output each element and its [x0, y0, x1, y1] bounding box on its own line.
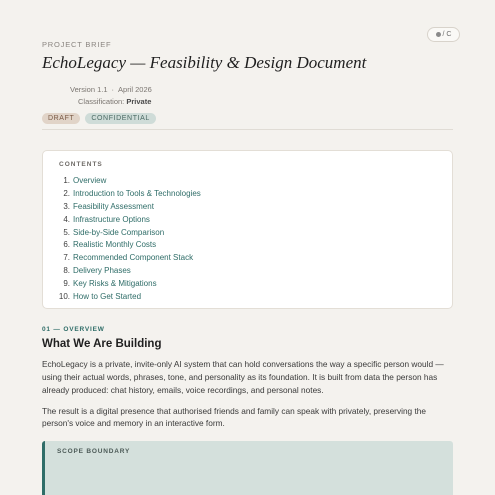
table-of-contents: [42, 150, 453, 309]
toc-item-get-started[interactable]: [57, 291, 201, 304]
section-title: What We Are Building: [42, 338, 162, 350]
toc-item-comparison[interactable]: [57, 227, 201, 240]
toc-item-overview[interactable]: [57, 175, 201, 188]
toc-number: 9.: [63, 279, 70, 289]
overview-section: [42, 326, 453, 439]
overview-paragraph-2: The result is a digital presence that authorised friends and family can speak with privately, preserving the person's voice and memory in an interactive form.: [42, 405, 427, 429]
toc-link[interactable]: Side-by-Side Comparison: [73, 227, 165, 237]
toc-item-stack[interactable]: [57, 252, 201, 265]
toc-number: 7.: [63, 253, 70, 263]
document-header: [42, 40, 453, 124]
toc-link[interactable]: Key Risks & Mitigations: [73, 279, 157, 289]
toc-link[interactable]: Infrastructure Options: [73, 214, 150, 224]
toc-item-phases[interactable]: [57, 265, 201, 278]
toc-item-risks[interactable]: [57, 278, 201, 291]
toc-number: 1.: [63, 176, 70, 185]
project-kicker: PROJECT BRIEF: [42, 40, 112, 49]
section-kicker: 01 — OVERVIEW: [42, 326, 105, 333]
toc-item-feasibility[interactable]: [57, 201, 201, 214]
meta-separator: ·: [111, 85, 115, 94]
toc-link[interactable]: Feasibility Assessment: [73, 201, 154, 211]
header-divider: [42, 129, 453, 130]
toc-link[interactable]: Delivery Phases: [73, 266, 131, 276]
toc-link[interactable]: Realistic Monthly Costs: [73, 240, 157, 250]
scope-boundary-label: SCOPE BOUNDARY: [57, 448, 131, 455]
toc-number: 5.: [63, 227, 70, 237]
draft-badge: DRAFT: [42, 113, 80, 124]
toc-link[interactable]: How to Get Started: [73, 292, 142, 302]
toc-number: 3.: [63, 201, 70, 211]
toc-link[interactable]: Overview: [73, 176, 107, 185]
toc-number: 10.: [58, 292, 70, 302]
toc-heading: CONTENTS: [59, 161, 103, 168]
toc-number: 6.: [63, 240, 70, 250]
toc-number: 4.: [63, 214, 70, 224]
theme-toggle-label: / C: [442, 31, 452, 38]
toc-list: [57, 175, 201, 304]
theme-dot-icon: [436, 32, 441, 37]
toc-number: 2.: [63, 188, 70, 198]
confidential-badge: CONFIDENTIAL: [85, 113, 156, 124]
document-title: EchoLegacy — Feasibility & Design Document: [42, 53, 367, 72]
toc-item-tools[interactable]: [57, 188, 201, 201]
version-text: Version 1.1: [70, 85, 108, 94]
toc-number: 8.: [63, 266, 70, 276]
classification-value: Private: [126, 97, 152, 106]
overview-paragraph: EchoLegacy is a private, invite-only AI system that can hold conversations the way a specific person would — using their actual words, phrases, tone, and personality as its foundation. It is built from data the person has already produced: chat history, emails, voice recordings, and personal notes.: [42, 359, 444, 395]
toc-item-costs[interactable]: [57, 239, 201, 252]
status-badges: [42, 113, 453, 124]
toc-link[interactable]: Introduction to Tools & Technologies: [73, 188, 201, 198]
toc-item-infrastructure[interactable]: [57, 214, 201, 227]
date-text: April 2026: [118, 85, 152, 94]
document-meta: [70, 84, 453, 108]
scope-boundary-callout: [42, 441, 453, 495]
classification-label: Classification:: [78, 97, 125, 106]
toc-link[interactable]: Recommended Component Stack: [73, 253, 194, 263]
